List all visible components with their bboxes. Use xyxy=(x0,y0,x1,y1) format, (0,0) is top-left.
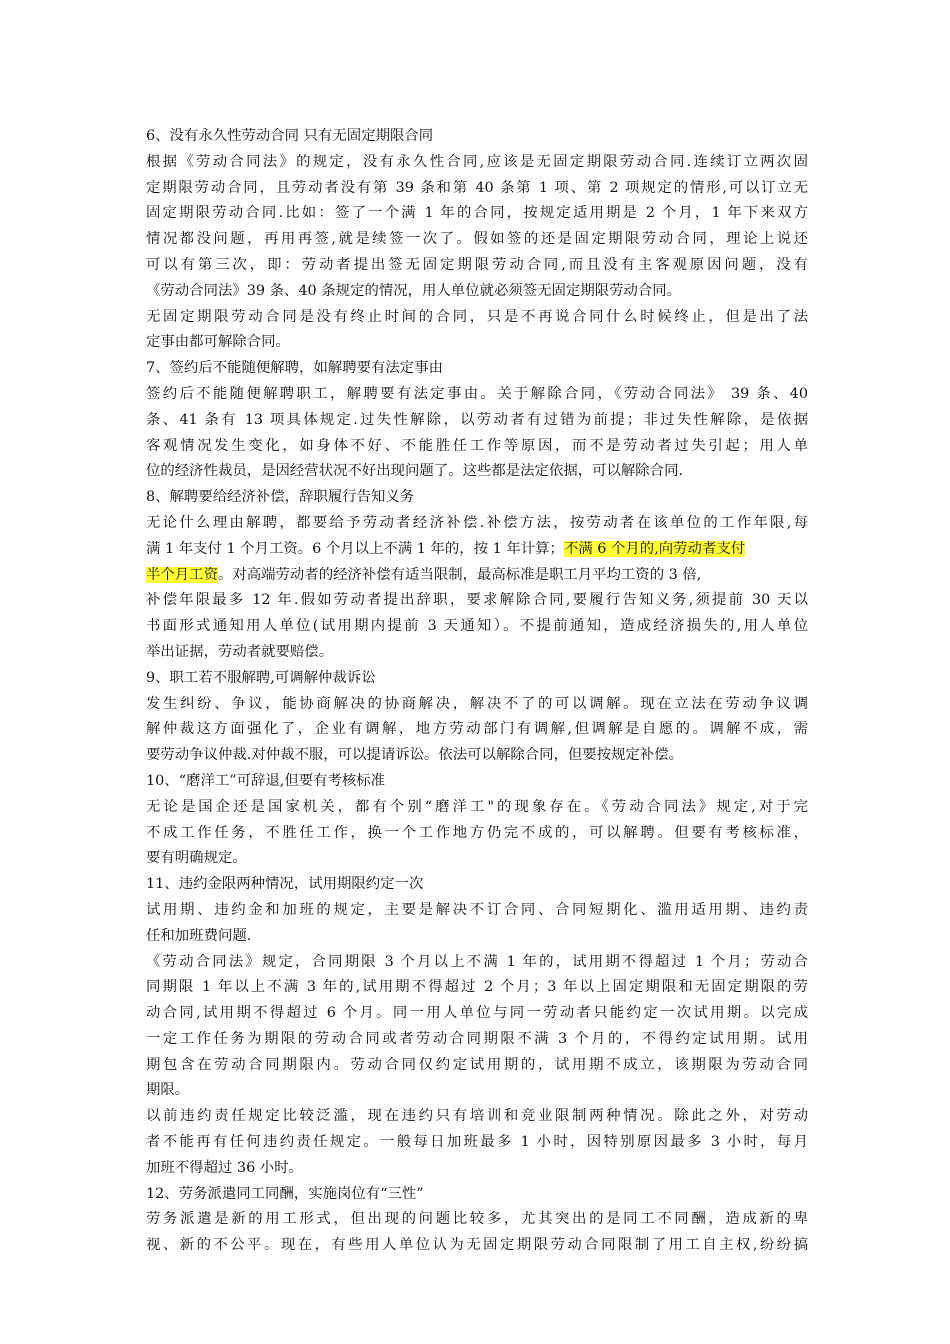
text-segment: 满 1 年支付 1 个月工资。6 个月以上不满 1 年的，按 1 年计算； xyxy=(146,540,564,557)
highlighted-text: 不满 6 个月的,向劳动者支付 xyxy=(563,540,746,557)
text-line: 可以有第三次，即：劳动者提出签无固定期限劳动合同,而且没有主客观原因问题，没有 xyxy=(146,256,808,273)
highlighted-text: 半个月工资 xyxy=(146,566,218,583)
paragraph xyxy=(146,1104,808,1181)
section-heading: 11、违约金限两种情况，试用期限约定一次 xyxy=(146,876,424,893)
section-heading: 8、解聘要给经济补偿，辞职履行告知义务 xyxy=(146,489,415,506)
text-line: 发生纠纷、争议，能协商解决的协商解决，解决不了的可以调解。现在立法在劳动争议调 xyxy=(146,695,808,712)
section-heading: 6、没有永久性劳动合同 只有无固定期限合同 xyxy=(146,128,434,144)
text-segment: 。对高端劳动者的经济补偿有适当限制，最高标准是职工月平均工资的 3 倍, xyxy=(217,566,702,583)
text-line: 动合同,试用期不得超过 6 个月。同一用人单位与同一劳动者只能约定一次试用期。以完成 xyxy=(146,1005,808,1022)
text-line: 者不能再有任何违约责任规定。一般每日加班最多 1 小时，因特别原因最多 3 小时，每月 xyxy=(146,1134,808,1151)
text-line: 不成工作任务，不胜任工作，换一个工作地方仍完不成的，可以解聘。但要有考核标准， xyxy=(146,824,808,841)
text-line: 以前违约责任规定比较泛滥，现在违约只有培训和竞业限制两种情况。除此之外，对劳动 xyxy=(146,1108,808,1125)
text-line: 视、新的不公平。现在，有些用人单位认为无固定期限劳动合同限制了用工自主权,纷纷搞 xyxy=(146,1237,808,1254)
text-line: 位的经济性裁员，是因经营状况不好出现问题了。这些都是法定依据，可以解除合同. xyxy=(146,463,684,480)
text-line: 《劳动合同法》39 条、40 条规定的情况，用人单位就必须签无固定期限劳动合同。 xyxy=(146,282,682,299)
text-line: 要劳动争议仲裁.对仲裁不服，可以提请诉讼。依法可以解除合同，但要按规定补偿。 xyxy=(146,747,684,764)
paragraph xyxy=(146,150,808,305)
section-heading: 7、签约后不能随便解聘，如解聘要有法定事由 xyxy=(146,360,443,377)
document-page xyxy=(146,124,808,1259)
text-line: 签约后不能随便解聘职工，解聘要有法定事由。关于解除合同，《劳动合同法》 39 条、40 xyxy=(146,385,808,402)
text-line: 书面形式通知用人单位(试用期内提前 3 天通知）。不提前通知，造成经济损失的,用人单位 xyxy=(146,618,808,635)
text-line: 情况都没问题，再用再签,就是续签一次了。假如签的还是固定期限劳动合同，理论上说还 xyxy=(146,231,808,248)
text-line: 举出证据，劳动者就要赔偿。 xyxy=(146,643,334,660)
text-line: 无论是国企还是国家机关，都有个别“磨洋工"的现象存在。《劳动合同法》规定,对于完 xyxy=(146,798,808,815)
text-line: 期限。 xyxy=(146,1082,190,1099)
paragraph xyxy=(146,898,808,950)
text-line: 一定工作任务为期限的劳动合同或者劳动合同期限不满 3 个月的，不得约定试用期。试用 xyxy=(146,1030,808,1047)
paragraph xyxy=(146,692,808,769)
paragraph xyxy=(146,950,808,1105)
section-heading: 9、职工若不服解聘,可调解仲裁诉讼 xyxy=(146,669,376,686)
text-line: 劳务派遣是新的用工形式，但出现的问题比较多，尤其突出的是同工不同酬，造成新的卑 xyxy=(146,1211,808,1228)
text-line: 条、41 条有 13 项具体规定.过失性解除，以劳动者有过错为前提；非过失性解除，是依据 xyxy=(146,411,808,428)
section-heading: 12、劳务派遣同工同酬，实施岗位有“三性” xyxy=(146,1185,424,1202)
text-line xyxy=(146,537,808,563)
paragraph xyxy=(146,795,808,872)
text-line: 根据《劳动合同法》的规定，没有永久性合同,应该是无固定期限劳动合同.连续订立两次固 xyxy=(146,153,808,170)
text-line: 同期限 1 年以上不满 3 年的,试用期不得超过 2 个月；3 年以上固定期限和无固定期限的劳 xyxy=(146,979,808,996)
text-line: 试用期、违约金和加班的规定，主要是解决不订合同、合同短期化、滥用适用期、违约责 xyxy=(146,901,808,918)
paragraph xyxy=(146,305,808,357)
text-line: 固定期限劳动合同.比如：签了一个满 1 年的合同，按规定适用期是 2 个月，1 年下来双方 xyxy=(146,205,808,222)
paragraph xyxy=(146,1207,808,1259)
text-line: 加班不得超过 36 小时。 xyxy=(146,1159,303,1176)
text-line xyxy=(146,563,808,589)
text-line: 任和加班费问题. xyxy=(146,927,252,944)
text-line: 无固定期限劳动合同是没有终止时间的合同，只是不再说合同什么时候终止，但是出了法 xyxy=(146,308,808,325)
section-heading: 10、“磨洋工”可辞退,但要有考核标准 xyxy=(146,772,386,789)
text-line: 定期限劳动合同，且劳动者没有第 39 条和第 40 条第 1 项、第 2 项规定的情形,可以订立无 xyxy=(146,179,808,196)
text-line: 《劳动合同法》规定，合同期限 3 个月以上不满 1 年的，试用期不得超过 1 个月；劳动合 xyxy=(146,953,808,970)
text-line: 定事由都可解除合同。 xyxy=(146,334,290,351)
text-line: 补偿年限最多 12 年.假如劳动者提出辞职，要求解除合同,要履行告知义务,须提前 30 天以 xyxy=(146,592,808,609)
paragraph xyxy=(146,511,808,666)
text-line: 解仲裁这方面强化了，企业有调解，地方劳动部门有调解,但调解是自愿的。调解不成，需 xyxy=(146,721,808,738)
paragraph xyxy=(146,382,808,485)
text-line: 无论什么理由解聘，都要给予劳动者经济补偿.补偿方法，按劳动者在该单位的工作年限,每 xyxy=(146,514,808,531)
text-line: 客观情况发生变化，如身体不好、不能胜任工作等原因，而不是劳动者过失引起；用人单 xyxy=(146,437,808,454)
text-line: 期包含在劳动合同期限内。劳动合同仅约定试用期的，试用期不成立，该期限为劳动合同 xyxy=(146,1056,808,1073)
text-line: 要有明确规定。 xyxy=(146,850,247,867)
